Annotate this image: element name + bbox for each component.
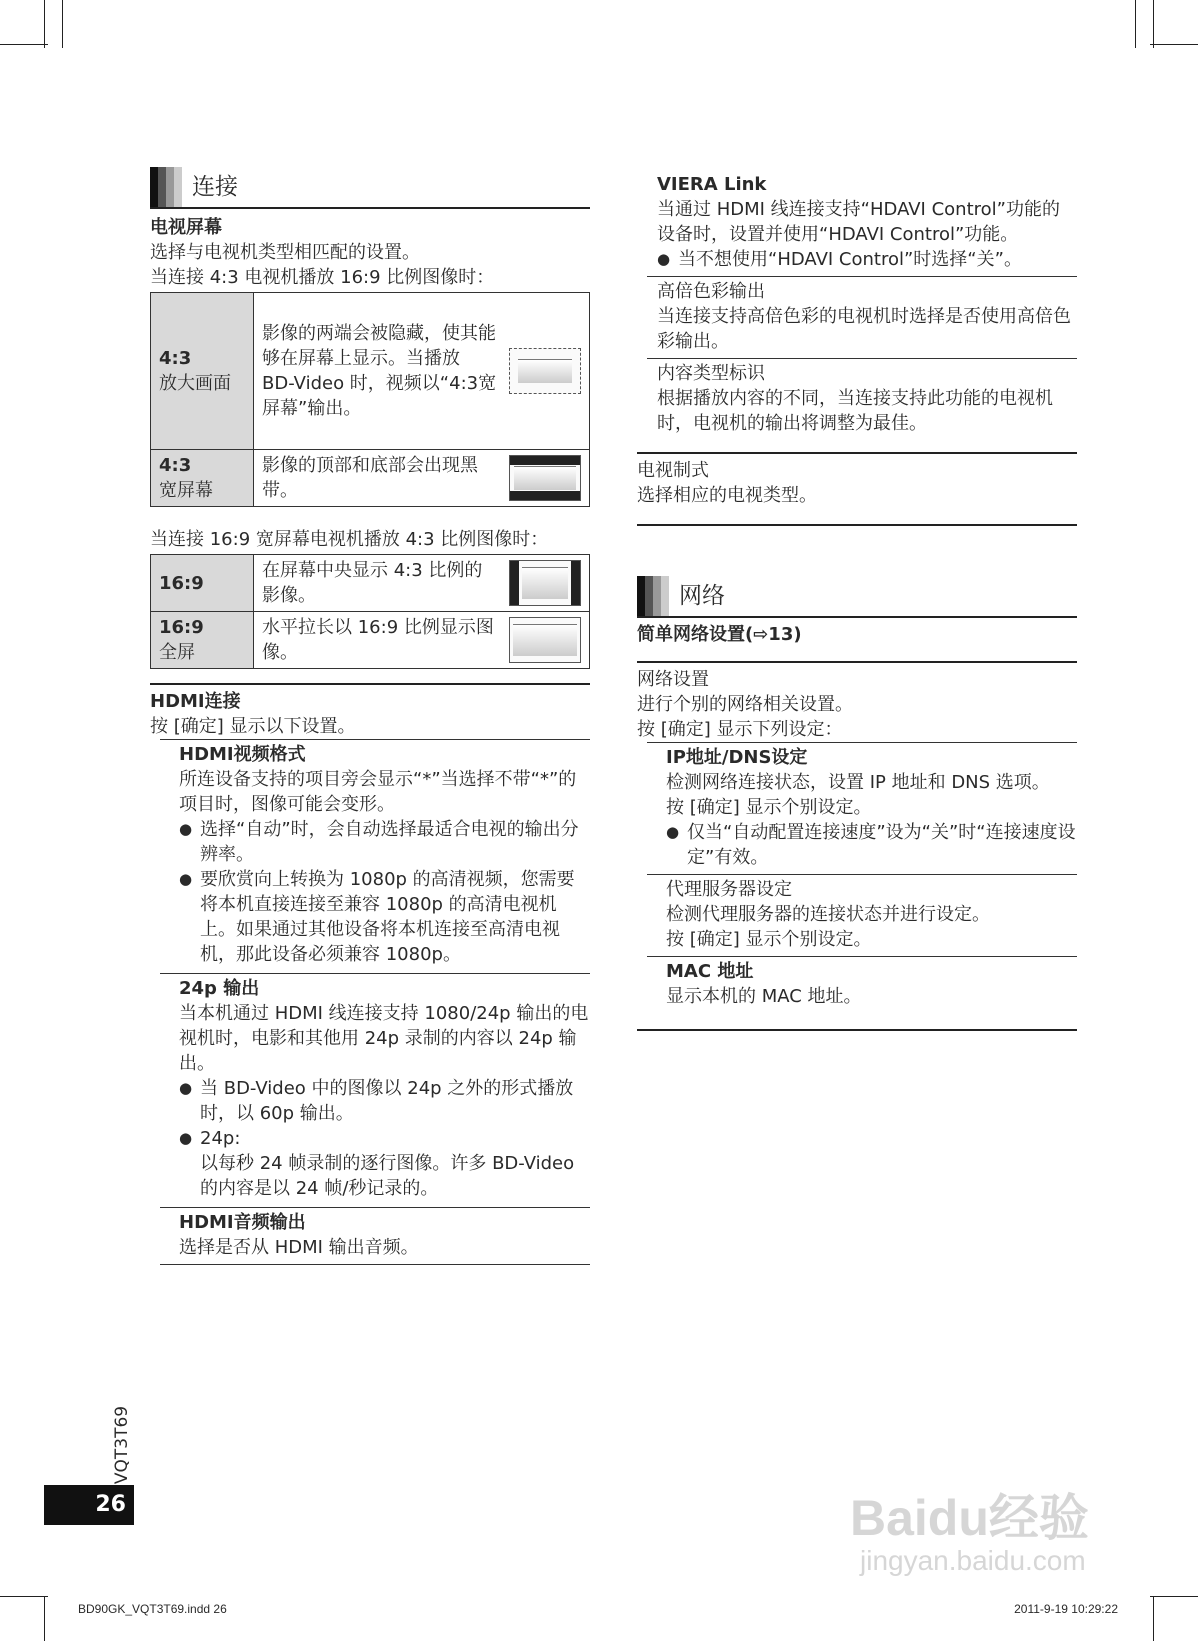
tv-screen-case2: 当连接 16:9 宽屏幕电视机播放 4:3 比例图像时：: [150, 529, 549, 550]
proxy-heading: 代理服务器设定: [666, 879, 792, 900]
doc-code: VQT3T69: [112, 1405, 132, 1485]
watermark-url: jingyan.baidu.com: [860, 1545, 1086, 1576]
bullet-title: ● 24p:: [200, 1128, 241, 1149]
hdmi-audio-desc: 选择是否从 HDMI 输出音频。: [179, 1237, 419, 1258]
aspect-table-16-9: [150, 554, 590, 669]
crop-mark: [44, 1596, 45, 1641]
tv-screen-case1: 当连接 4:3 电视机播放 16:9 比例图像时：: [150, 267, 495, 288]
bullet-item: ● 要欣赏向上转换为 1080p 的高清视频，您需要将本机直接连接至兼容 1080p 的高清电视机上。如果通过其他设备将本机连接至高清电视机，那此设备必须兼容 1080p。: [179, 867, 590, 967]
table-row: [151, 450, 590, 507]
crop-mark: [0, 44, 48, 45]
mac-address-desc: 显示本机的 MAC 地址。: [666, 986, 862, 1007]
timestamp: 2011-9-19 10:29:22: [1014, 1602, 1118, 1616]
viera-link-heading: VIERA Link: [657, 174, 767, 195]
tv-system-desc: 选择相应的电视类型。: [637, 485, 817, 506]
hdmi-video-format-heading: HDMI视频格式: [179, 744, 306, 765]
proxy-desc: 检测代理服务器的连接状态并进行设定。: [666, 904, 990, 925]
section-title: 网络: [679, 582, 725, 609]
crop-mark: [1150, 44, 1198, 45]
crop-mark: [1153, 0, 1154, 48]
network-settings-desc: 进行个别的网络相关设置。: [637, 694, 853, 715]
page-number: 26: [44, 1485, 134, 1525]
crop-mark: [1150, 1596, 1198, 1597]
hdmi-audio-heading: HDMI音频输出: [179, 1212, 306, 1233]
row-label-sub: 放大画面: [159, 373, 231, 394]
24p-output-heading: 24p 输出: [179, 978, 260, 999]
letterbox-image-icon: [509, 455, 581, 501]
row-text: 影像的两端会被隐藏，使其能够在屏幕上显示。当播放 BD-Video 时，视频以“4:3宽屏幕”输出。: [262, 323, 497, 419]
crop-mark: [1153, 1596, 1154, 1641]
bullet-item: ● 当不想使用“HDAVI Control”时选择“关”。: [657, 247, 1077, 272]
section-title: 连接: [192, 173, 238, 200]
aspect-table-4-3: [150, 292, 590, 507]
file-name: BD90GK_VQT3T69.indd 26: [78, 1602, 227, 1616]
ip-dns-desc: 检测网络连接状态，设置 IP 地址和 DNS 选项。: [666, 772, 1050, 793]
mac-address-heading: MAC 地址: [666, 961, 754, 982]
ip-dns-heading: IP地址/DNS设定: [666, 747, 808, 768]
tv-screen-desc: 选择与电视机类型相匹配的设置。: [150, 242, 420, 263]
row-label-sub: 全屏: [159, 642, 195, 663]
24p-output-desc: 当本机通过 HDMI 线连接支持 1080/24p 输出的电视机时，电影和其他用 24p 录制的内容以 24p 输出。: [179, 1003, 589, 1074]
easy-network-setting: 简单网络设置(⇨13): [637, 624, 802, 645]
tv-screen-heading: 电视屏幕: [150, 217, 222, 238]
ip-dns-desc2: 按 [确定] 显示个别设定。: [666, 797, 872, 818]
bullet-item: ● 仅当“自动配置连接速度”设为“关”时“连接速度设定”有效。: [666, 820, 1077, 870]
table-row: [151, 555, 590, 612]
right-column: [637, 170, 1077, 1031]
row-label-main: 16:9: [159, 617, 204, 638]
bullet-item: ● 当 BD-Video 中的图像以 24p 之外的形式播放时，以 60p 输出。: [179, 1076, 590, 1126]
bullet-text: 以每秒 24 帧录制的逐行图像。许多 BD-Video 的内容是以 24 帧/秒记录的。: [200, 1153, 575, 1199]
doc-code-wrap: [112, 1390, 136, 1500]
row-label-main: 16:9: [159, 572, 204, 594]
bullet-item: [179, 1126, 590, 1201]
viera-link-desc: 当通过 HDMI 线连接支持“HDAVI Control”功能的设备时，设置并使用“HDAVI Control”功能。: [657, 199, 1060, 245]
row-label-sub: 宽屏幕: [159, 480, 213, 501]
crop-mark: [44, 0, 45, 48]
section-bars-icon: [150, 167, 182, 207]
deep-color-heading: 高倍色彩输出: [657, 281, 765, 302]
row-text: 水平拉长以 16:9 比例显示图像。: [262, 617, 494, 663]
bullet-item: ● 选择“自动”时，会自动选择最适合电视的输出分辨率。: [179, 817, 590, 867]
pillarbox-image-icon: [509, 560, 581, 606]
section-header-network: [637, 576, 1077, 618]
crop-mark: [0, 1596, 48, 1597]
content-type-heading: 内容类型标识: [657, 363, 765, 384]
stretched-image-icon: [509, 617, 581, 663]
hdmi-desc: 按 [确定] 显示以下设置。: [150, 716, 356, 737]
network-settings-desc2: 按 [确定] 显示下列设定：: [637, 719, 843, 740]
content-type-desc: 根据播放内容的不同，当连接支持此功能的电视机时，电视机的输出将调整为最佳。: [657, 388, 1053, 434]
deep-color-desc: 当连接支持高倍色彩的电视机时选择是否使用高倍色彩输出。: [657, 306, 1071, 352]
left-column: [150, 167, 590, 1265]
crop-mark: [1135, 0, 1136, 48]
hdmi-heading: HDMI连接: [150, 691, 241, 712]
table-row: [151, 612, 590, 669]
row-label-main: 4:3: [159, 455, 192, 476]
proxy-desc2: 按 [确定] 显示个别设定。: [666, 929, 872, 950]
tv-system-heading: 电视制式: [637, 460, 709, 481]
row-text: 在屏幕中央显示 4:3 比例的影像。: [262, 560, 483, 606]
section-header-connection: [150, 167, 590, 209]
row-label-main: 4:3: [159, 348, 192, 369]
network-settings-heading: 网络设置: [637, 669, 709, 690]
table-row: [151, 293, 590, 450]
watermark-logo: Baidu经验: [850, 1490, 1089, 1546]
zoom-image-icon: [509, 348, 581, 394]
hdmi-video-format-desc: 所连设备支持的项目旁会显示“*”当选择不带“*”的项目时，图像可能会变形。: [179, 769, 577, 815]
row-text: 影像的顶部和底部会出现黑带。: [262, 455, 478, 501]
crop-mark: [62, 0, 63, 48]
section-bars-icon: [637, 576, 669, 616]
